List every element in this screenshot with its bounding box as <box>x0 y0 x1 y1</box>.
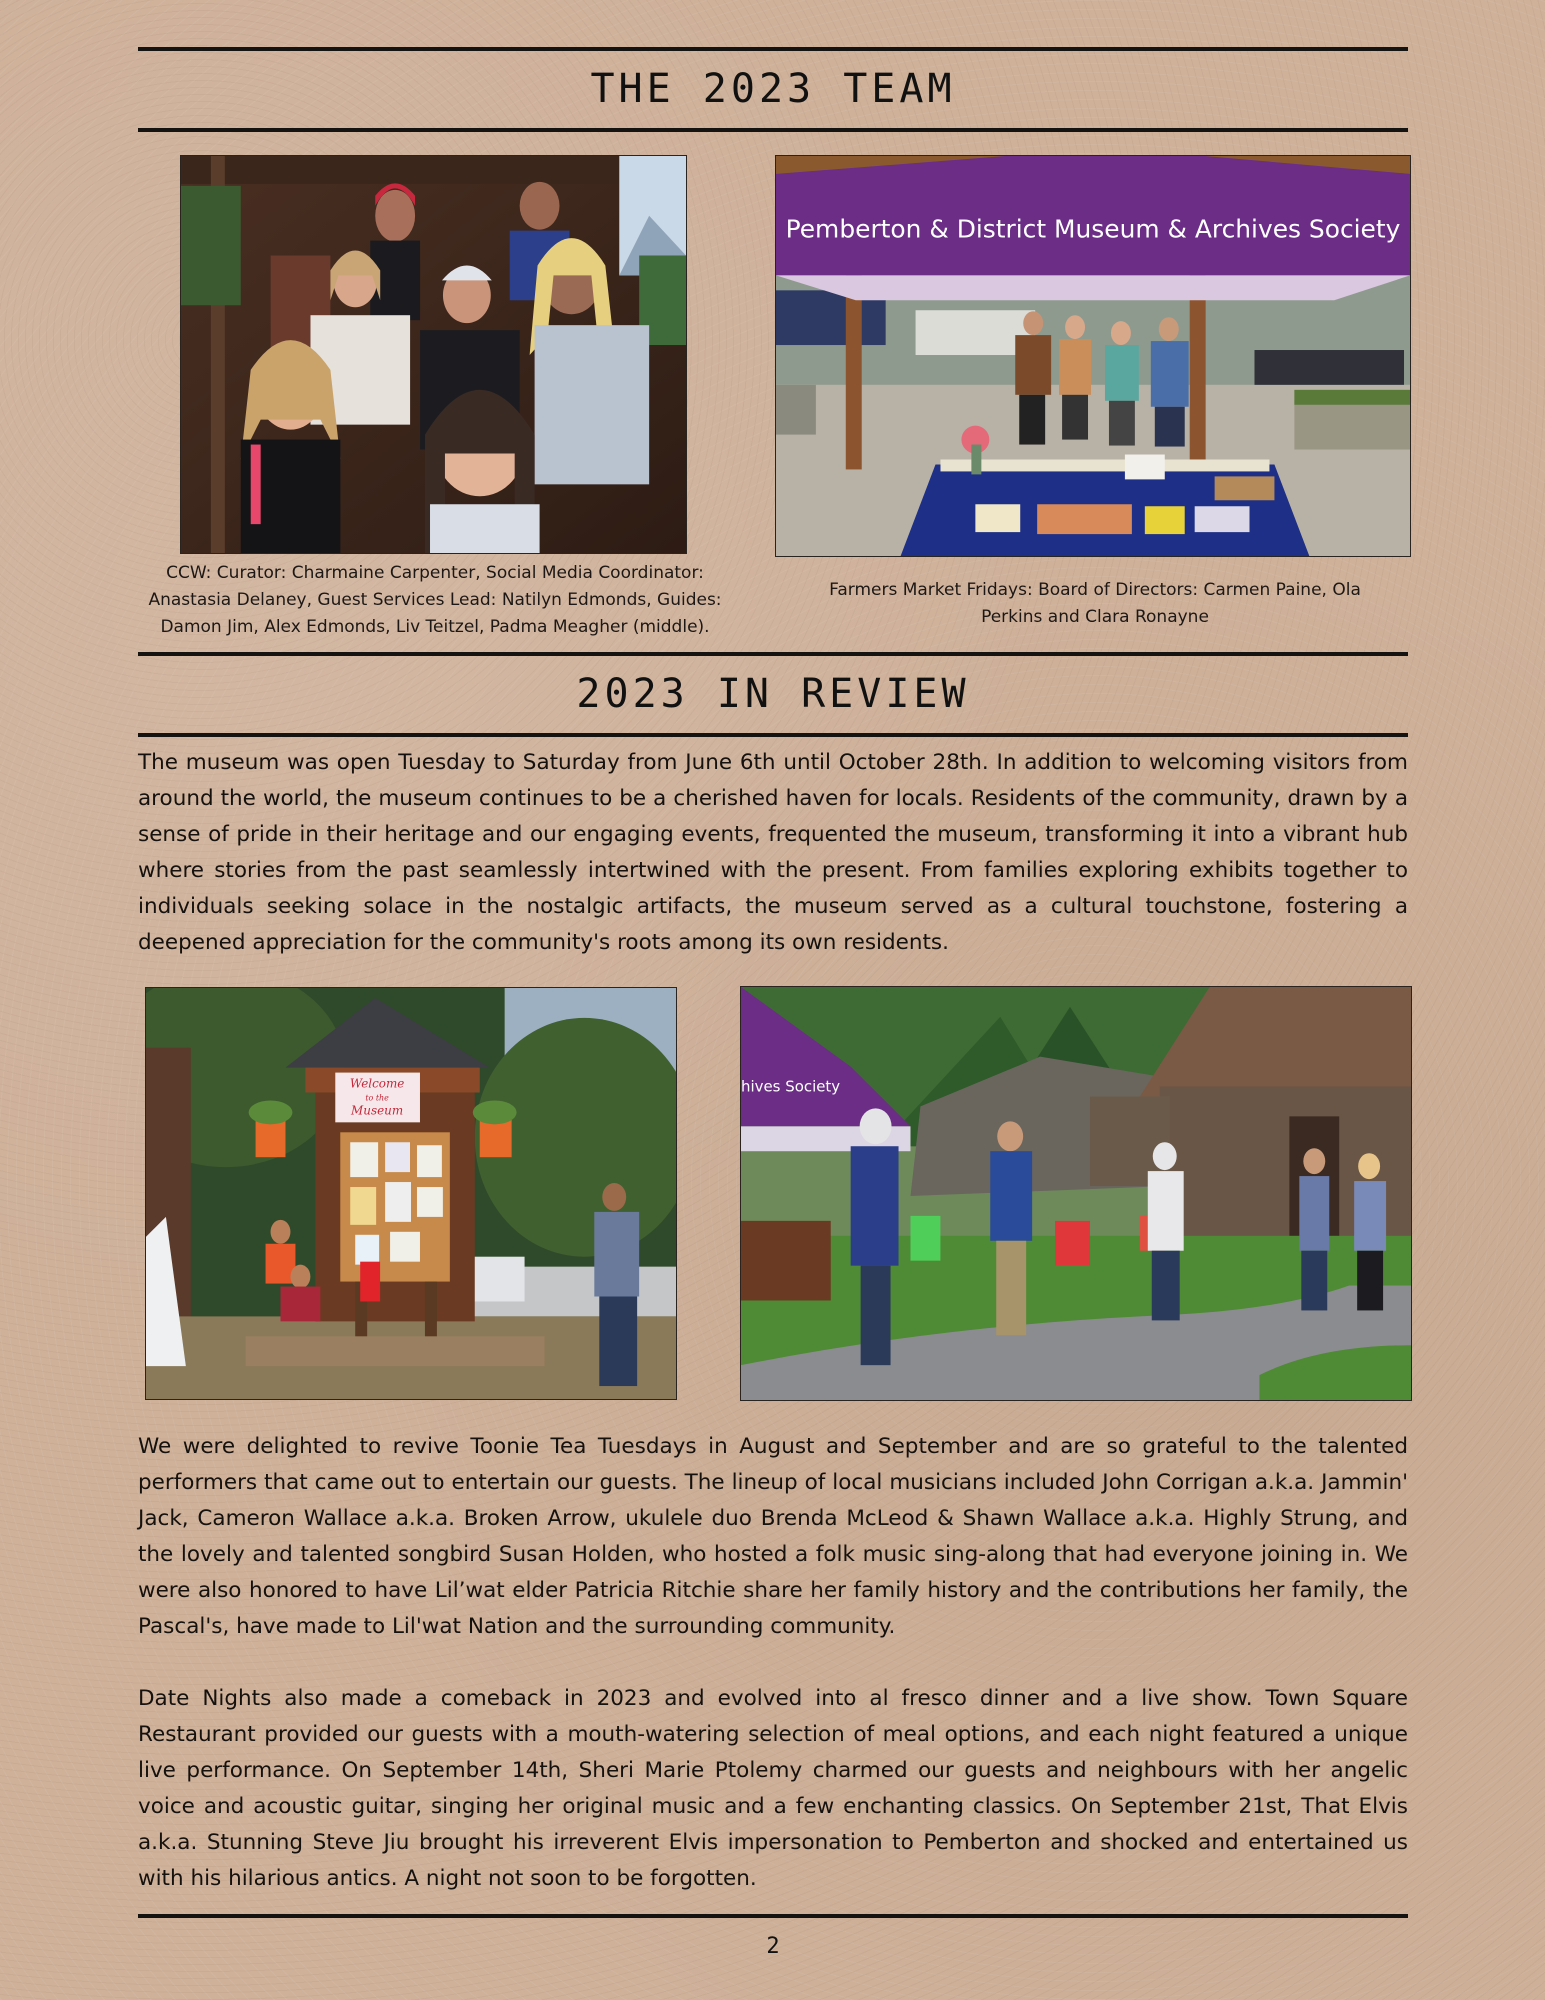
kiosk-sign-line-3: Museum <box>351 1103 404 1118</box>
footer-rule <box>138 1914 1408 1918</box>
welcome-kiosk-photo <box>145 987 677 1400</box>
team-heading-rule <box>138 128 1408 132</box>
team-heading: THE 2023 TEAM <box>590 66 956 112</box>
staff-group-photo <box>180 155 687 554</box>
page-number: 2 <box>766 1934 780 1959</box>
farmers-market-tent-photo-icon <box>776 156 1410 556</box>
staff-group-selfie-photo-icon <box>181 156 686 553</box>
review-paragraph-1: The museum was open Tuesday to Saturday from June 6th until October 28th. In addition to welcoming visitors from around the world, the museum continues to be a cherished haven for locals. Residents of the community, drawn by a sense of pride in their heritage and our engaging events, frequented the museum, transforming it into a vibrant hub where stories from the past seamlessly intertwined with the present. From families exploring exhibits together to individuals seeking solace in the nostalgic artifacts, the museum served as a cultural touchstone, fostering a deepened appreciation for the community's roots among its own residents. <box>138 750 1408 955</box>
review-paragraph-3: Date Nights also made a comeback in 2023 and evolved into al fresco dinner and a live show. Town Square Restaurant provided our guests with a mouth-watering selection of meal options, and each night featured a unique live performance. On September 14th, Sheri Marie Ptolemy charmed our guests and neighbours with her angelic voice and acoustic guitar, singing her original music and a few enchanting classics. On September 21st, That Elvis a.k.a. Stunning Steve Jiu brought his irreverent Elvis impersonation to Pemberton and shocked and entertained us with his hilarious antics. A night not soon to be forgotten. <box>138 1686 1408 1891</box>
welcome-kiosk-photo-icon <box>146 988 676 1399</box>
review-top-rule <box>138 652 1408 656</box>
board-farmers-market-photo <box>775 155 1411 557</box>
review-paragraph-2: We were delighted to revive Toonie Tea Tuesdays in August and September and are so grateful to the talented performers that came out to entertain our guests. The lineup of local musicians included John Corrigan a.k.a. Jammin' Jack, Cameron Wallace a.k.a. Broken Arrow, ukulele duo Brenda McLeod & Shawn Wallace a.k.a. Highly Strung, and the lovely and talented songbird Susan Holden, who hosted a folk music sing-along that had everyone joining in. We were also honored to have Lil’wat elder Patricia Ritchie share her family history and the contributions her family, the Pascal's, have made to Lil'wat Nation and the surrounding community. <box>138 1434 1408 1639</box>
kiosk-sign-line-1: Welcome <box>349 1076 405 1091</box>
grounds-tent-text: hives Society <box>741 1077 841 1096</box>
kiosk-sign-line-2: to the <box>365 1093 389 1103</box>
museum-grounds-photo <box>740 986 1412 1401</box>
museum-grounds-visitors-photo-icon <box>741 987 1411 1400</box>
review-heading-rule <box>138 733 1408 737</box>
top-rule <box>138 47 1408 51</box>
tent-banner-text: Pemberton & District Museum & Archives Society <box>785 214 1401 244</box>
review-heading: 2023 IN REVIEW <box>576 671 970 717</box>
board-photo-caption: Farmers Market Fridays: Board of Directors: Carmen Paine, Ola Perkins and Clara Ronayne <box>829 580 1361 627</box>
staff-photo-caption: CCW: Curator: Charmaine Carpenter, Social Media Coordinator: Anastasia Delaney, Guest Services Lead: Natilyn Edmonds, Guides: Damon Jim, Alex Edmonds, Liv Teitzel, Padma Meagher (middle). <box>148 563 722 637</box>
